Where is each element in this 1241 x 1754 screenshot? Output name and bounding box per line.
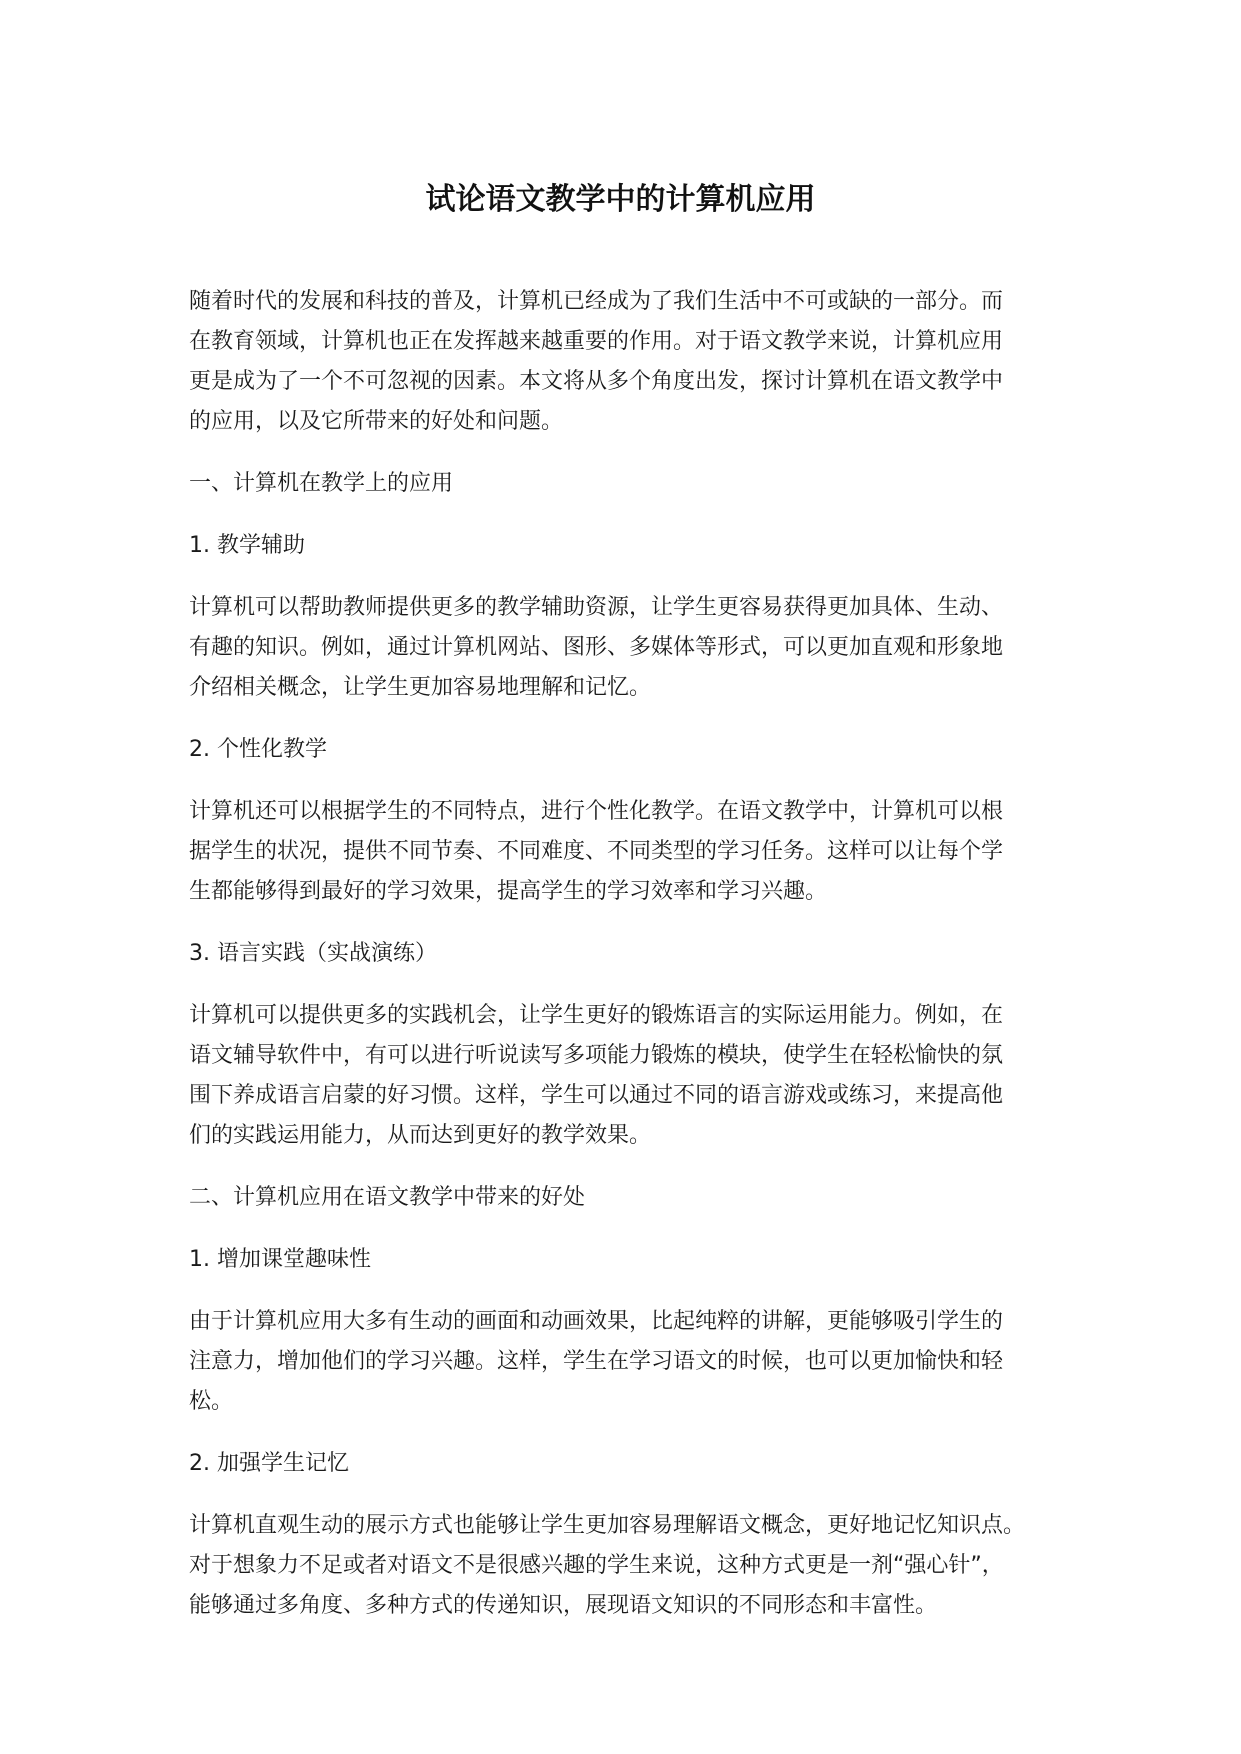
text-line: 据学生的状况，提供不同节奏、不同难度、不同类型的学习任务。这样可以让每个学: [189, 839, 1004, 864]
text-line: 2. 加强学生记忆: [189, 1451, 349, 1476]
text-line: 松。: [189, 1389, 234, 1414]
text-line: 对于想象力不足或者对语文不是很感兴趣的学生来说，这种方式更是一剂“强心针”，: [189, 1553, 1004, 1578]
body-paragraph: [189, 1302, 1079, 1422]
text-line: 1. 增加课堂趣味性: [189, 1247, 371, 1272]
section-heading: [189, 730, 1079, 770]
text-line: 计算机可以提供更多的实践机会，让学生更好的锻炼语言的实际运用能力。例如，在: [189, 1003, 1004, 1028]
text-line: 在教育领域，计算机也正在发挥越来越重要的作用。对于语文教学来说，计算机应用: [189, 329, 1004, 354]
text-line: 随着时代的发展和科技的普及，计算机已经成为了我们生活中不可或缺的一部分。而: [189, 289, 1004, 314]
section-heading: [189, 464, 1079, 504]
text-line: 2. 个性化教学: [189, 737, 327, 762]
text-line: 生都能够得到最好的学习效果，提高学生的学习效率和学习兴趣。: [189, 879, 828, 904]
text-line: 计算机可以帮助教师提供更多的教学辅助资源，让学生更容易获得更加具体、生动、: [189, 595, 1004, 620]
document-body: [189, 282, 1079, 1648]
body-paragraph: [189, 996, 1079, 1156]
text-line: 们的实践运用能力，从而达到更好的教学效果。: [189, 1123, 652, 1148]
text-line: 3. 语言实践（实战演练）: [189, 941, 437, 966]
text-line: 介绍相关概念，让学生更加容易地理解和记忆。: [189, 675, 652, 700]
section-heading: [189, 934, 1079, 974]
text-line: 计算机还可以根据学生的不同特点，进行个性化教学。在语文教学中，计算机可以根: [189, 799, 1004, 824]
text-line: 一、计算机在教学上的应用: [189, 471, 454, 496]
body-paragraph: [189, 588, 1079, 708]
text-line: 由于计算机应用大多有生动的画面和动画效果，比起纯粹的讲解，更能够吸引学生的: [189, 1309, 1004, 1334]
body-paragraph: [189, 1506, 1079, 1626]
text-line: 计算机直观生动的展示方式也能够让学生更加容易理解语文概念，更好地记忆知识点。: [189, 1513, 1026, 1538]
body-paragraph: [189, 792, 1079, 912]
text-line: 二、计算机应用在语文教学中带来的好处: [189, 1185, 586, 1210]
section-heading: [189, 526, 1079, 566]
text-line: 语文辅导软件中，有可以进行听说读写多项能力锻炼的模块，使学生在轻松愉快的氛: [189, 1043, 1004, 1068]
text-line: 更是成为了一个不可忽视的因素。本文将从多个角度出发，探讨计算机在语文教学中: [189, 369, 1004, 394]
text-line: 的应用，以及它所带来的好处和问题。: [189, 409, 564, 434]
text-line: 有趣的知识。例如，通过计算机网站、图形、多媒体等形式，可以更加直观和形象地: [189, 635, 1004, 660]
body-paragraph: [189, 282, 1079, 442]
text-line: 能够通过多角度、多种方式的传递知识，展现语文知识的不同形态和丰富性。: [189, 1593, 938, 1618]
text-line: 围下养成语言启蒙的好习惯。这样，学生可以通过不同的语言游戏或练习，来提高他: [189, 1083, 1004, 1108]
document-title: 试论语文教学中的计算机应用: [425, 182, 816, 217]
text-line: 注意力，增加他们的学习兴趣。这样，学生在学习语文的时候，也可以更加愉快和轻: [189, 1349, 1004, 1374]
section-heading: [189, 1444, 1079, 1484]
section-heading: [189, 1178, 1079, 1218]
text-line: 1. 教学辅助: [189, 533, 305, 558]
section-heading: [189, 1240, 1079, 1280]
